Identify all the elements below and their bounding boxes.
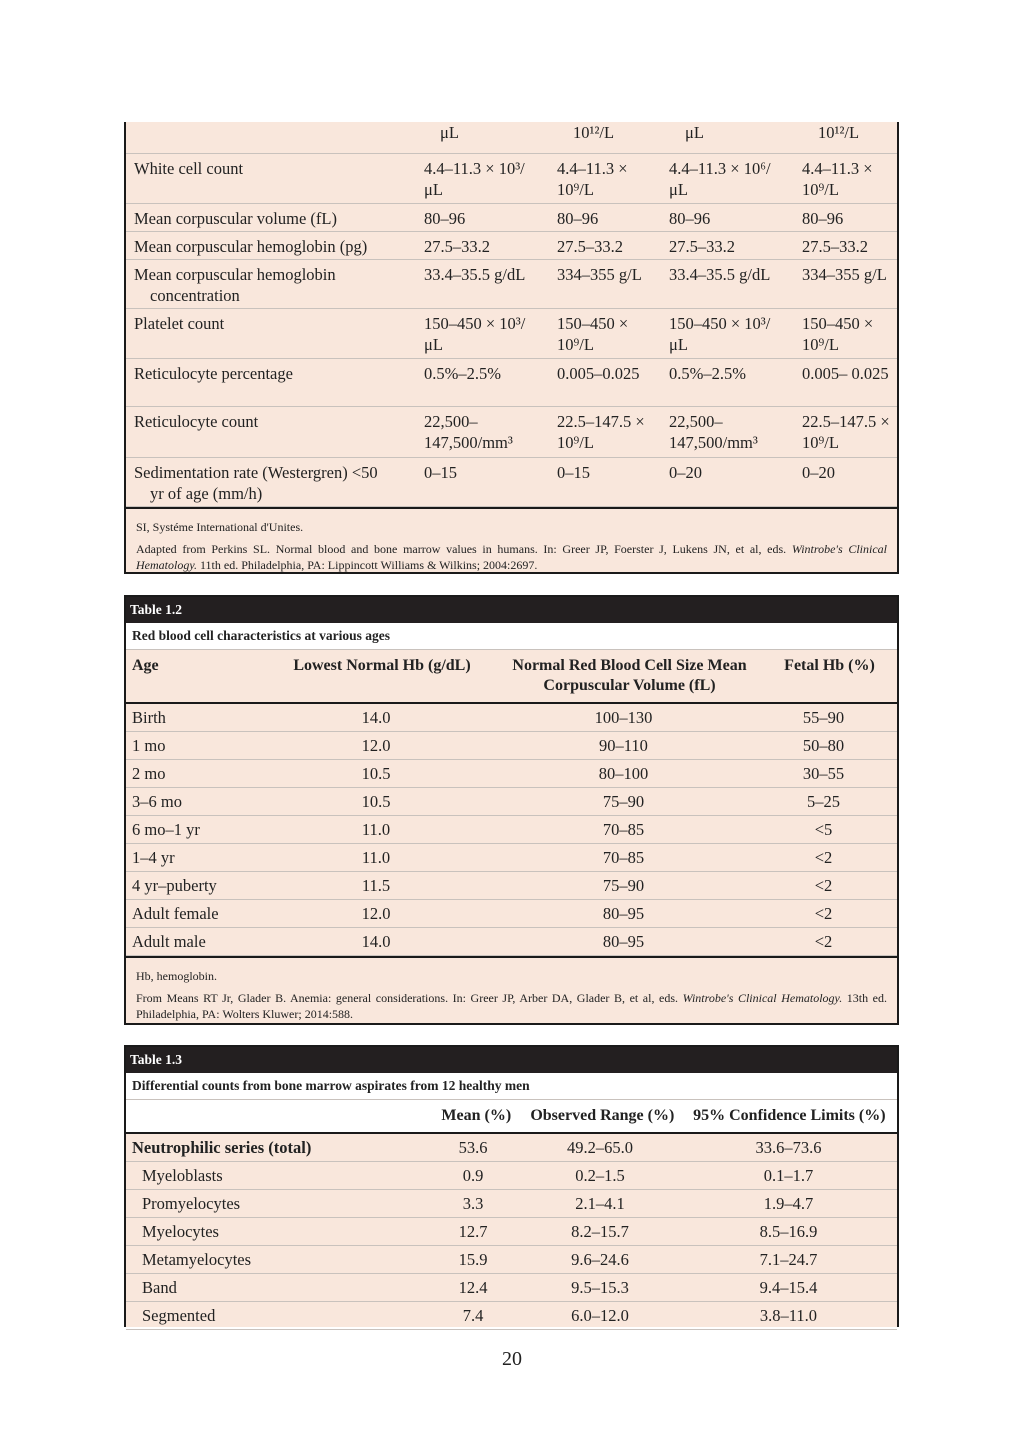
table-cell: 0–15 [557,463,590,482]
table-1-2 [124,595,899,1025]
table-cell: 22,500– 147,500/mm³ [669,412,758,452]
table-cell: 80–96 [424,209,466,228]
table-cell: 2 mo [132,764,166,783]
table-cell: 9.5–15.3 [571,1278,629,1297]
table-cell: 0–20 [669,463,702,482]
table-cell: 0.5%–2.5% [424,364,501,383]
table-row [126,928,897,956]
table-cell: 0.005– 0.025 [802,364,889,383]
table-cell: <2 [814,876,833,895]
table-cell: 7.1–24.7 [759,1250,818,1269]
table-row [126,1246,897,1274]
table-cell: 27.5–33.2 [669,237,735,256]
table-cell: 0.5%–2.5% [669,364,746,383]
footnote-source: Adapted from Perkins SL. Normal blood and bone marrow values in humans. In: Greer JP, Foerster J, Lukens JN, et al, eds. Wintrobe's Clinical Hematology. 11th ed. Philadelphia, PA: Lippincott Williams & Wilkins; 2004:2697. [136,542,887,572]
table-row [126,260,897,309]
table-cell: 11.5 [361,876,391,895]
row-label: Mean corpuscular volume (fL) [134,209,337,228]
table-cell: 80–96 [802,209,844,228]
table-caption: Differential counts from bone marrow aspirates from 12 healthy men [126,1073,897,1100]
table-row [126,816,897,844]
row-label: Mean corpuscular hemoglobin concentration [134,265,336,305]
row-label: White cell count [134,159,244,178]
table-header [126,1100,897,1134]
table-row [126,232,897,260]
table-cell: 9.4–15.4 [759,1278,818,1297]
table-row [126,1134,897,1162]
table-cell: 2.1–4.1 [575,1194,625,1213]
table-cell: 10.5 [361,792,391,811]
table-cell: Birth [132,708,166,727]
table-row [126,458,897,507]
table-cell [126,122,418,153]
footnote-source: From Means RT Jr, Glader B. Anemia: general considerations. In: Greer JP, Arber DA, Glader B, et al, eds. Wintrobe's Clinical Hematology. 13th ed. Philadelphia, PA: Wolters Kluwer; 2014:588. [136,991,888,1021]
table-row [126,704,897,732]
table-cell: 27.5–33.2 [802,237,868,256]
table-cell: 150–450 × 10⁹/L [557,314,629,354]
table-row [126,1162,897,1190]
header-cell: Age [132,657,159,674]
table-cell: 80–100 [598,764,649,783]
table-cell: 10¹²/L [573,123,615,142]
table-row [126,1302,897,1330]
row-label: Platelet count [134,314,225,333]
table-cell: 11.0 [361,820,391,839]
table-row [126,1274,897,1302]
table-cell: Myeloblasts [142,1166,223,1185]
table-cell: 33.6–73.6 [755,1138,822,1157]
table-cell: 49.2–65.0 [567,1138,633,1157]
table-cell: μL [685,123,704,142]
table-row [126,1190,897,1218]
table-cell: 0.1–1.7 [763,1166,814,1185]
table-row [126,732,897,760]
row-label: Mean corpuscular hemoglobin (pg) [134,237,368,256]
table-cell: <2 [814,848,833,867]
table-cell: 4 yr–puberty [132,876,217,895]
table-cell: <2 [814,932,833,951]
table-cell: 12.7 [458,1222,488,1241]
table-cell: 12.4 [458,1278,488,1297]
table-row [126,760,897,788]
table-cell: Adult female [132,904,219,923]
table-row [126,900,897,928]
row-label: Reticulocyte percentage [134,364,293,383]
table-cell: 4.4–11.3 × 10³/ μL [424,159,525,199]
table-row [126,309,897,359]
table-cell: Metamyelocytes [142,1250,252,1269]
table-cell: 75–90 [602,876,645,895]
table-cell: 22.5–147.5 × 10⁹/L [557,412,645,452]
table-row [126,788,897,816]
table-cell: 4.4–11.3 × 10⁹/L [802,159,873,199]
row-label: Sedimentation rate (Westergren) <50 yr of age (mm/h) [134,463,378,503]
table-cell: Promyelocytes [142,1194,241,1213]
table-cell: 80–95 [602,904,645,923]
table-cell: 0.2–1.5 [575,1166,625,1185]
table-footnote [126,507,897,587]
table-cell: Adult male [132,932,206,951]
table-cell: 9.6–24.6 [571,1250,629,1269]
table-cell: 27.5–33.2 [557,237,623,256]
table-cell: 8.5–16.9 [759,1222,818,1241]
table-cell: 4.4–11.3 × 10⁹/L [557,159,628,199]
table-cell: Neutrophilic series (total) [132,1138,312,1157]
table-cell: 3–6 mo [132,792,182,811]
table-cell: 22,500– 147,500/mm³ [424,412,513,452]
table-cell: 80–96 [557,209,599,228]
header-cell: Lowest Normal Hb (g/dL) [293,657,471,674]
header-cell: Fetal Hb (%) [784,657,875,674]
table-cell: 33.4–35.5 g/dL [424,265,526,284]
table-cell: 50–80 [802,736,845,755]
table-cell: 70–85 [602,820,645,839]
table-cell: 14.0 [361,708,391,727]
table-label: Table 1.2 [126,597,897,623]
table-cell: <2 [814,904,833,923]
table-caption: Red blood cell characteristics at various ages [126,623,897,650]
table-footnote [126,956,897,1036]
footnote-abbrev: SI, Systéme International d'Unites. [136,520,304,534]
table-cell: 70–85 [602,848,645,867]
table-row [126,154,897,204]
table-cell: 8.2–15.7 [571,1222,629,1241]
row-label: Reticulocyte count [134,412,259,431]
table-header [126,650,897,704]
table-cell: 100–130 [594,708,653,727]
table-cell: 10¹²/L [818,123,860,142]
table-cell: 4.4–11.3 × 10⁶/ μL [669,159,771,199]
table-row [126,872,897,900]
table-cell: 5–25 [807,792,840,811]
table-cell: 1–4 yr [132,848,175,867]
table-cell: 0–15 [424,463,457,482]
table-cell: 7.4 [462,1306,484,1325]
table-cell: 10.5 [361,764,391,783]
table-row [126,359,897,407]
table-row [126,122,897,154]
table-cell: 30–55 [802,764,845,783]
table-1-3 [124,1045,899,1327]
table-cell: 27.5–33.2 [424,237,490,256]
table-row [126,1218,897,1246]
table-cell: μL [440,123,459,142]
table-label: Table 1.3 [126,1047,897,1073]
table-cell: 334–355 g/L [802,265,887,284]
table-cell: 334–355 g/L [557,265,642,284]
table-cell: 0.9 [462,1166,484,1185]
header-cell: Observed Range (%) [530,1107,675,1124]
table-cell: 6.0–12.0 [571,1306,629,1325]
table-cell: 53.6 [458,1138,488,1157]
table-cell: 14.0 [361,932,391,951]
header-cell: Normal Red Blood Cell Size Mean Corpuscular Volume (fL) [512,657,747,694]
table-cell: 12.0 [361,904,391,923]
table-cell: Myelocytes [142,1222,219,1241]
table-cell: 90–110 [599,736,648,755]
table-cell: Segmented [142,1306,216,1325]
table-cell: 150–450 × 10³/ μL [669,314,771,354]
table-row [126,204,897,232]
table-cell: Band [142,1278,177,1297]
table-cell: 1.9–4.7 [763,1194,814,1213]
table-cell: 1 mo [132,736,166,755]
header-cell [126,1106,430,1126]
table-cell: 80–95 [602,932,645,951]
page-number: 20 [502,1348,522,1370]
table-cell: 22.5–147.5 × 10⁹/L [802,412,890,452]
table-cell: 11.0 [361,848,391,867]
table-cell: <5 [814,820,833,839]
table-cell: 12.0 [361,736,391,755]
table-cell: 15.9 [458,1250,488,1269]
table-1-1-continued [124,122,899,574]
footnote-abbrev: Hb, hemoglobin. [136,969,217,983]
header-cell: Mean (%) [441,1107,512,1124]
table-row [126,844,897,872]
table-cell: 33.4–35.5 g/dL [669,265,771,284]
table-cell: 3.8–11.0 [759,1306,818,1325]
header-cell: 95% Confidence Limits (%) [693,1107,886,1124]
table-cell: 55–90 [802,708,845,727]
table-cell: 3.3 [462,1194,484,1213]
table-cell: 80–96 [669,209,711,228]
table-cell: 6 mo–1 yr [132,820,200,839]
table-cell: 150–450 × 10⁹/L [802,314,874,354]
table-row [126,407,897,458]
table-cell: 0.005–0.025 [557,364,640,383]
table-cell: 75–90 [602,792,645,811]
table-cell: 150–450 × 10³/ μL [424,314,526,354]
table-cell: 0–20 [802,463,835,482]
